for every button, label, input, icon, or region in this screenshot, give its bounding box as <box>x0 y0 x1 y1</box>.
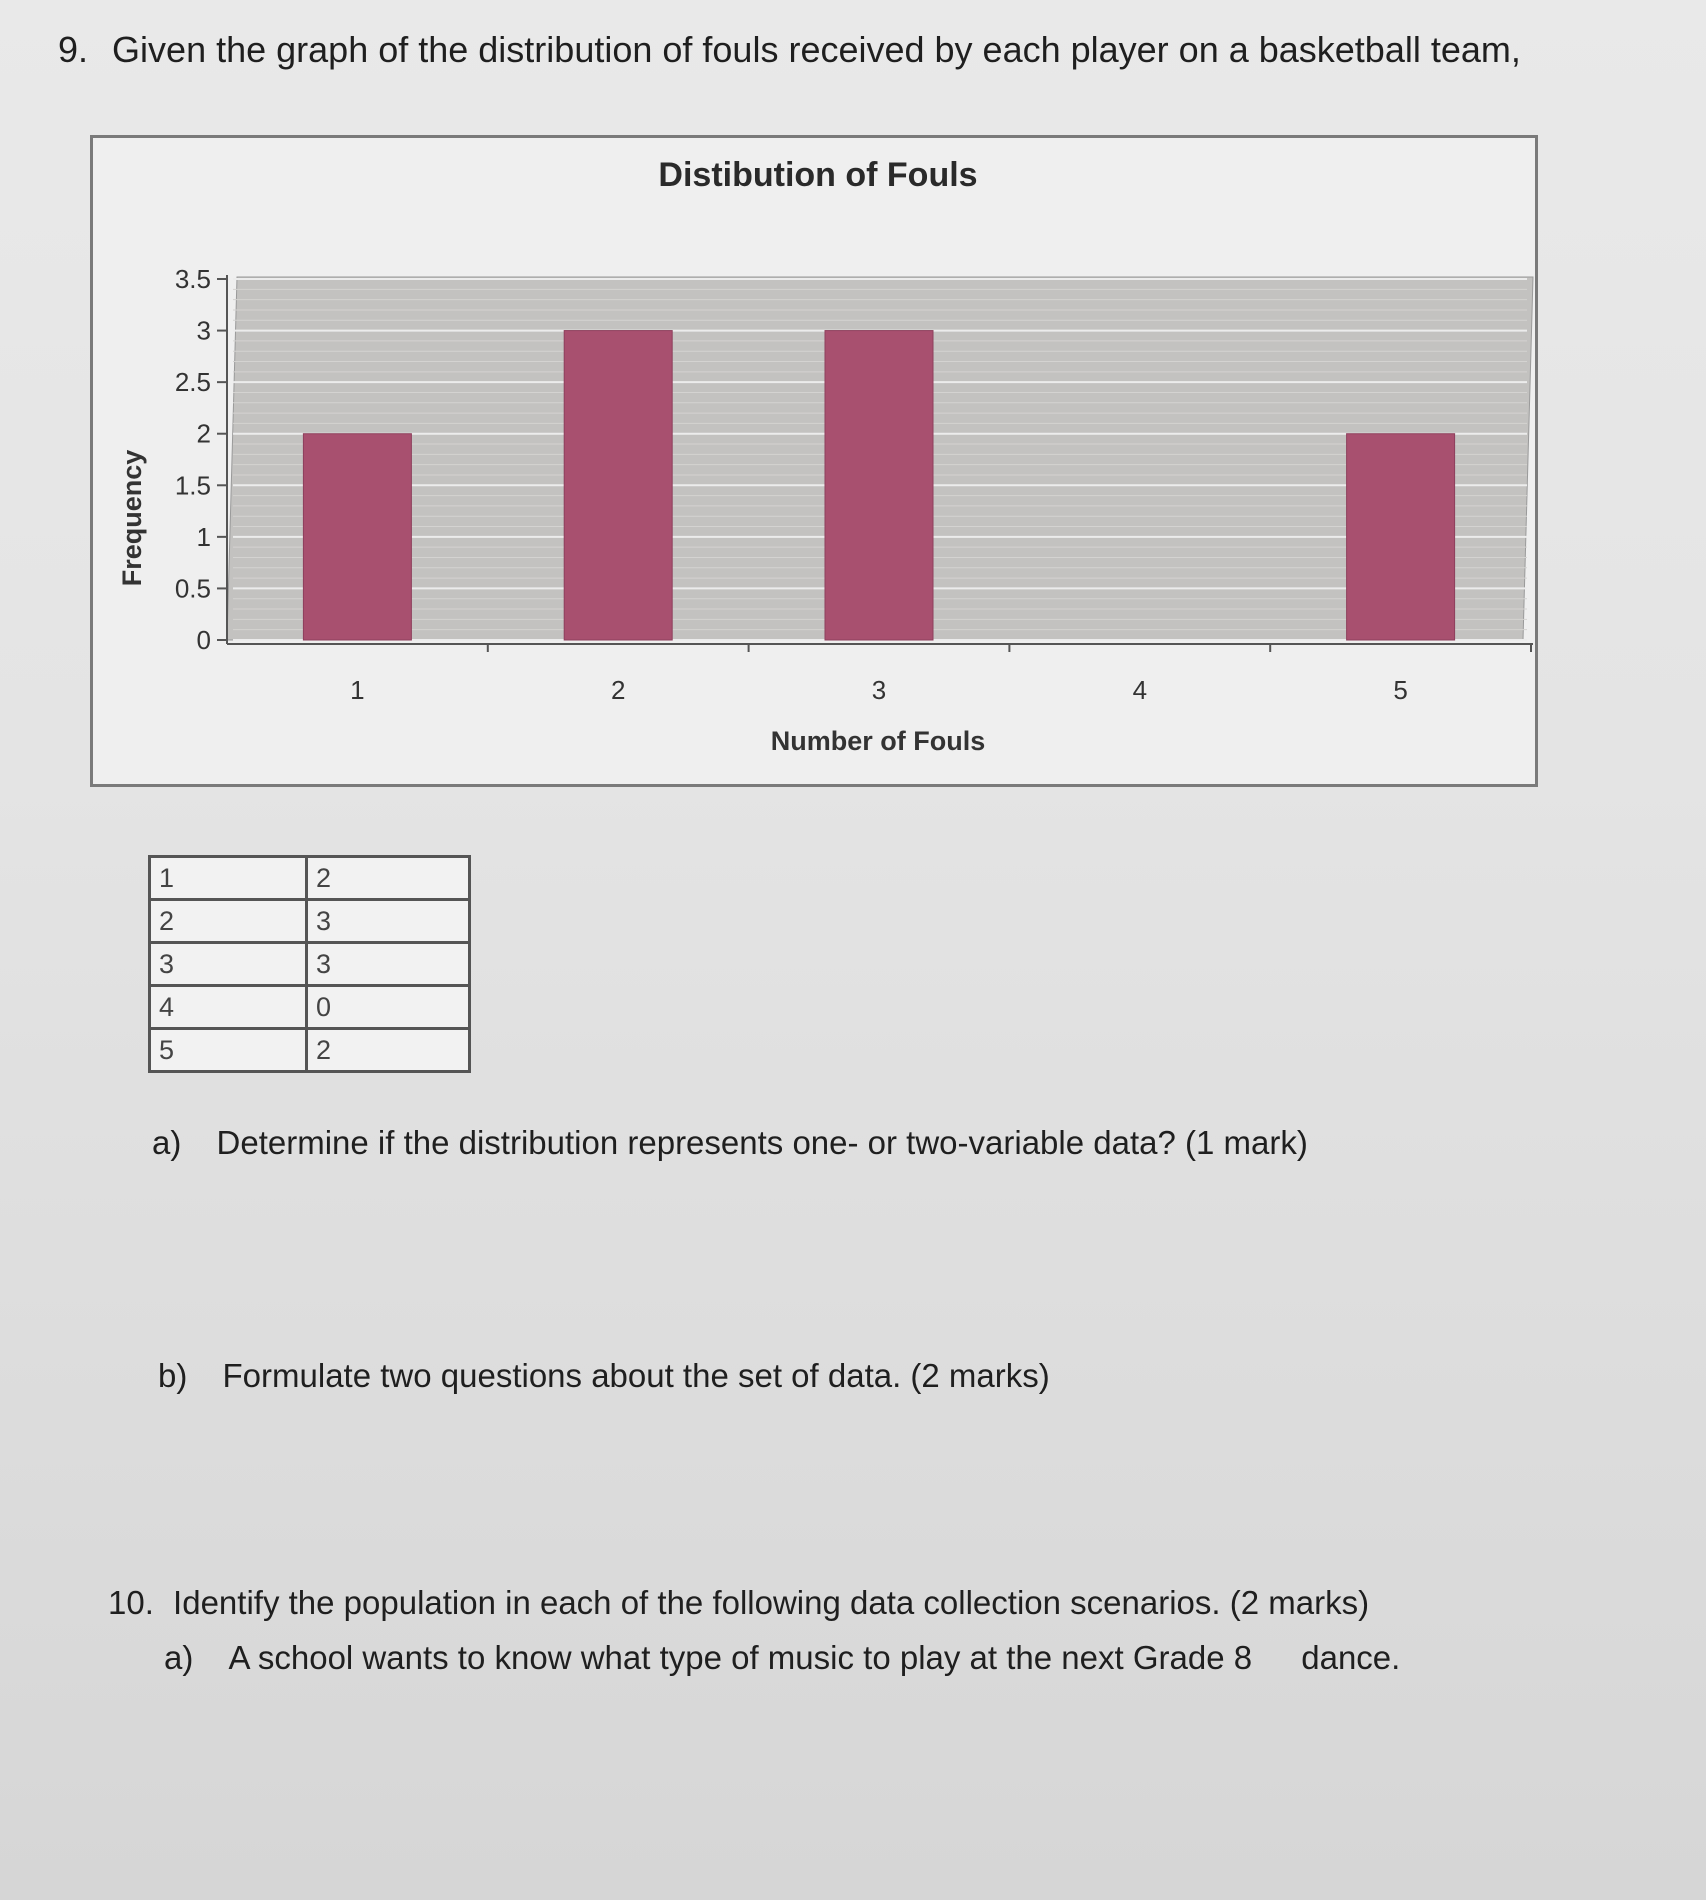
y-tick-label: 1.5 <box>174 470 211 501</box>
bar-1 <box>303 434 411 640</box>
frequency-table <box>148 855 471 1073</box>
question-10a-text: A school wants to know what type of music to play at the next Grade 8 <box>228 1639 1253 1676</box>
x-tick-label-2: 2 <box>610 675 626 705</box>
table-row <box>150 900 470 943</box>
question-9 <box>58 29 1521 70</box>
table-cell-fouls: 5 <box>150 1029 307 1072</box>
question-9-text: Given the graph of the distribution of fouls received by each player on a basketball team, <box>112 29 1521 70</box>
question-10-number: 10. <box>108 1584 154 1621</box>
question-10a-label: a) <box>164 1639 194 1676</box>
question-10a <box>164 1641 1400 1674</box>
question-10-text: Identify the population in each of the following data collection scenarios. (2 marks) <box>173 1584 1370 1621</box>
table-cell-fouls: 4 <box>150 986 307 1029</box>
table-cell-frequency: 2 <box>307 857 470 900</box>
table-cell-frequency: 2 <box>307 1029 470 1072</box>
table-cell-fouls: 2 <box>150 900 307 943</box>
bar-2 <box>564 331 672 640</box>
x-tick-label-4: 4 <box>1132 675 1148 705</box>
x-tick-label-5: 5 <box>1393 675 1408 705</box>
fouls-bar-chart <box>90 135 1538 787</box>
y-tick-label: 3.5 <box>174 264 211 294</box>
y-tick-label: 2 <box>196 418 211 449</box>
bar-3 <box>825 331 933 640</box>
table-cell-frequency: 3 <box>307 900 470 943</box>
question-9a <box>152 1126 1308 1159</box>
table-row <box>150 857 470 900</box>
y-tick-label: 0.5 <box>174 573 211 604</box>
bar-5 <box>1347 434 1455 640</box>
table-row <box>150 1029 470 1072</box>
y-tick-label: 3 <box>196 315 211 346</box>
table-cell-frequency: 3 <box>307 943 470 986</box>
question-10 <box>108 1586 1369 1619</box>
table-row <box>150 943 470 986</box>
table-row <box>150 986 470 1029</box>
y-tick-label: 0 <box>196 625 211 655</box>
question-9b <box>158 1359 1050 1392</box>
table-cell-fouls: 3 <box>150 943 307 986</box>
y-tick-label: 1 <box>196 521 211 552</box>
question-9a-text: Determine if the distribution represents one- or two-variable data? (1 mark) <box>216 1124 1308 1161</box>
x-tick-label-1: 1 <box>350 675 365 705</box>
table-cell-frequency: 0 <box>307 986 470 1029</box>
question-9b-label: b) <box>158 1357 188 1394</box>
x-axis-title: Number of Fouls <box>770 726 986 756</box>
question-10a-text-end: dance. <box>1301 1639 1401 1676</box>
question-9b-text: Formulate two questions about the set of data. (2 marks) <box>222 1357 1050 1394</box>
chart-svg <box>93 138 1535 784</box>
x-tick-label-3: 3 <box>871 675 887 705</box>
y-tick-label: 2.5 <box>174 367 211 398</box>
chart-title: Distibution of Fouls <box>658 156 978 194</box>
question-9a-label: a) <box>152 1124 182 1161</box>
table-cell-fouls: 1 <box>150 857 307 900</box>
y-axis-title: Frequency <box>117 449 147 587</box>
question-9-number: 9. <box>58 29 89 70</box>
